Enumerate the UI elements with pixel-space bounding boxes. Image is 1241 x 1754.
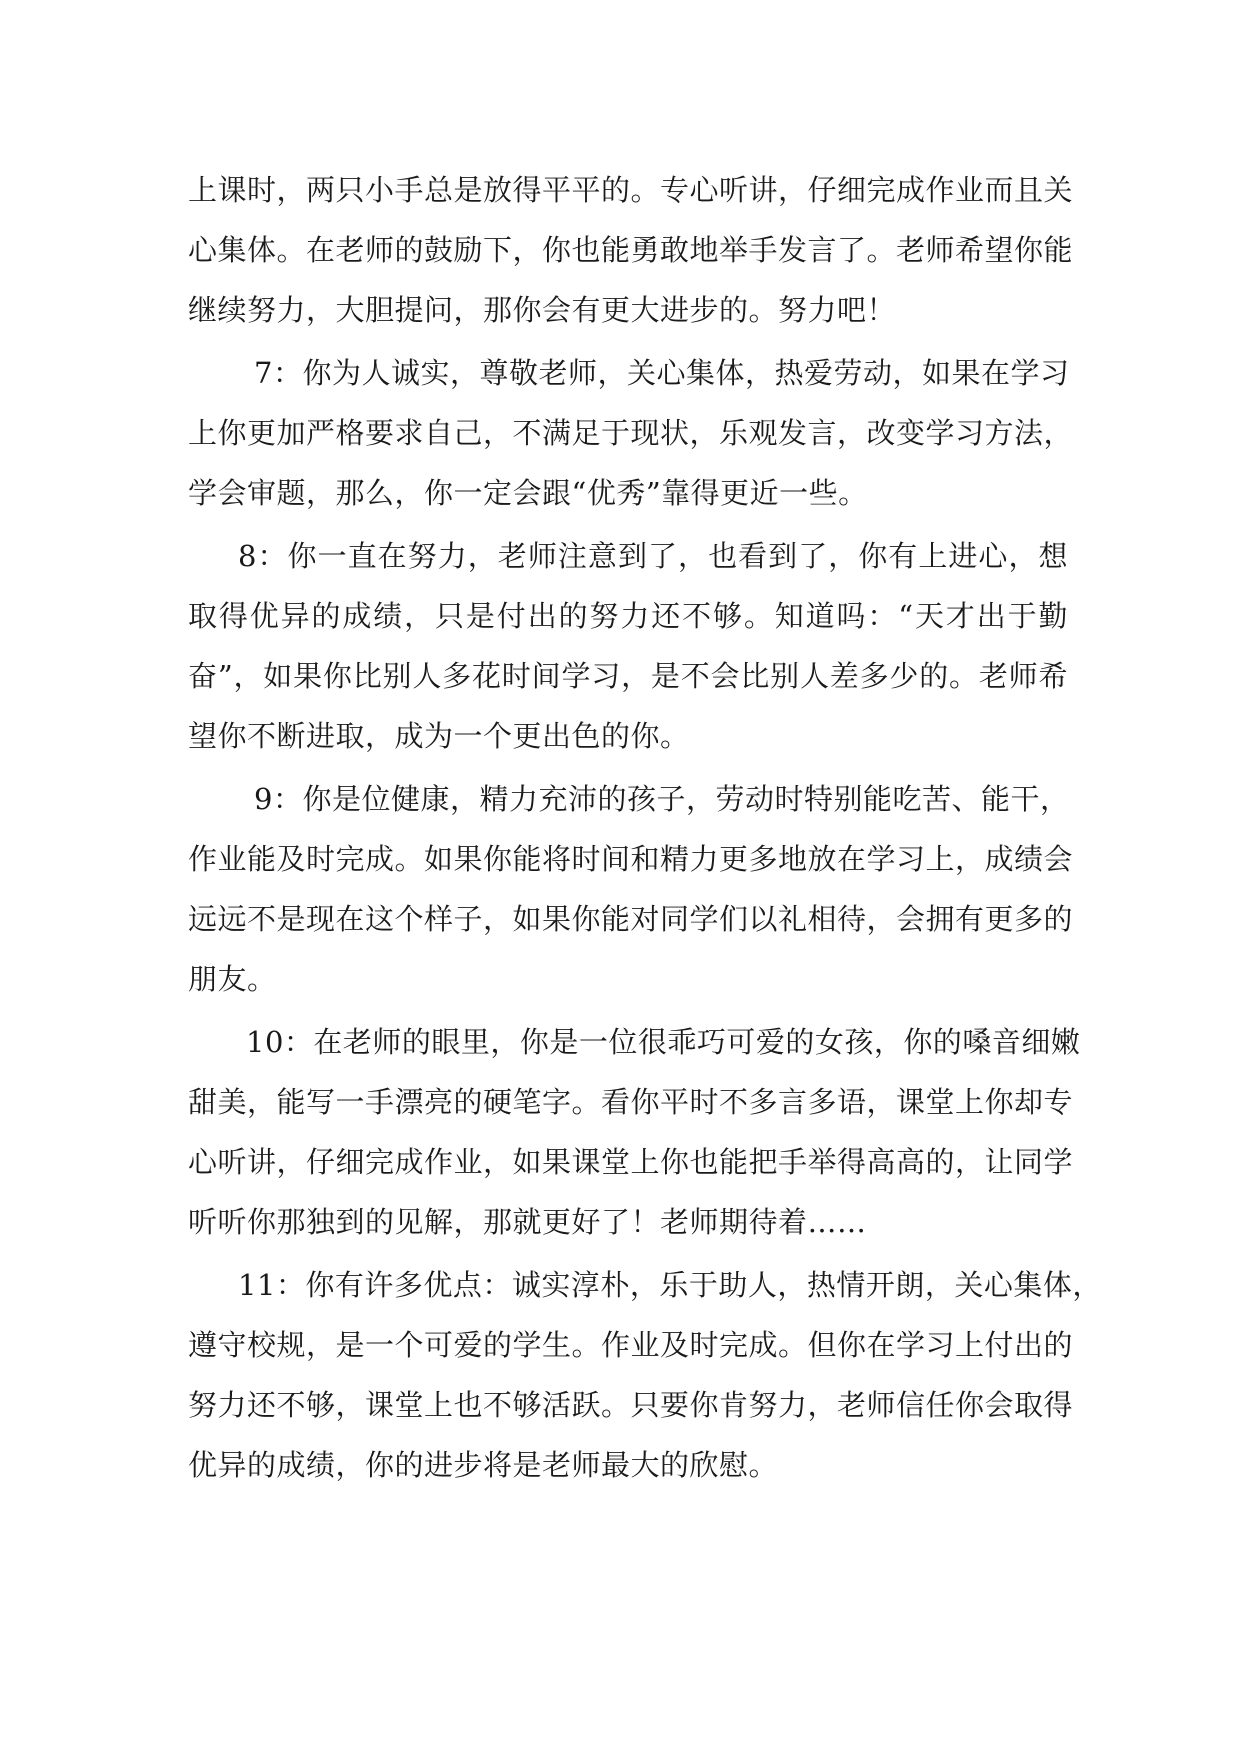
text-line: 取得优异的成绩，只是付出的努力还不够。知道吗：“天才出于勤 (188, 599, 1068, 633)
text-line: 上课时，两只小手总是放得平平的。专心听讲，仔细完成作业而且关 (188, 173, 1074, 207)
paragraph-9-first-line: 9：你是位健康，精力充沛的孩子，劳动时特别能吃苦、能干， (254, 782, 1070, 816)
text-line: 上你更加严格要求自己，不满足于现状，乐观发言，改变学习方法， (188, 416, 1074, 450)
text-line: 作业能及时完成。如果你能将时间和精力更多地放在学习上，成绩会 (188, 842, 1074, 876)
paragraph-7-first-line: 7：你为人诚实，尊敬老师，关心集体，热爱劳动，如果在学习 (254, 356, 1070, 390)
text-line: 学会审题，那么，你一定会跟“优秀”靠得更近一些。 (188, 476, 868, 510)
text-line: 听听你那独到的见解，那就更好了！老师期待着…… (188, 1205, 867, 1239)
text-line: 努力还不够，课堂上也不够活跃。只要你肯努力，老师信任你会取得 (188, 1388, 1074, 1422)
text-line: 优异的成绩，你的进步将是老师最大的欣慰。 (188, 1448, 779, 1482)
text-line: 望你不断进取，成为一个更出色的你。 (188, 719, 690, 753)
text-line: 朋友。 (188, 962, 277, 996)
paragraph-8-first-line: 8：你一直在努力，老师注意到了，也看到了，你有上进心，想 (238, 539, 1068, 573)
text-line: 心集体。在老师的鼓励下，你也能勇敢地举手发言了。老师希望你能 (188, 233, 1074, 267)
paragraph-11-first-line: 11：你有许多优点：诚实淳朴，乐于助人，热情开朗，关心集体， (238, 1268, 1102, 1302)
text-line: 奋”，如果你比别人多花时间学习，是不会比别人差多少的。老师希 (188, 659, 1068, 693)
text-line: 甜美，能写一手漂亮的硬笔字。看你平时不多言多语，课堂上你却专 (188, 1085, 1074, 1119)
text-line: 心听讲，仔细完成作业，如果课堂上你也能把手举得高高的，让同学 (188, 1145, 1074, 1179)
text-line: 继续努力，大胆提问，那你会有更大进步的。努力吧！ (188, 293, 897, 327)
paragraph-10-first-line: 10：在老师的眼里，你是一位很乖巧可爱的女孩，你的嗓音细嫩 (246, 1025, 1081, 1059)
text-line: 遵守校规，是一个可爱的学生。作业及时完成。但你在学习上付出的 (188, 1328, 1074, 1362)
text-line: 远远不是现在这个样子，如果你能对同学们以礼相待，会拥有更多的 (188, 902, 1074, 936)
